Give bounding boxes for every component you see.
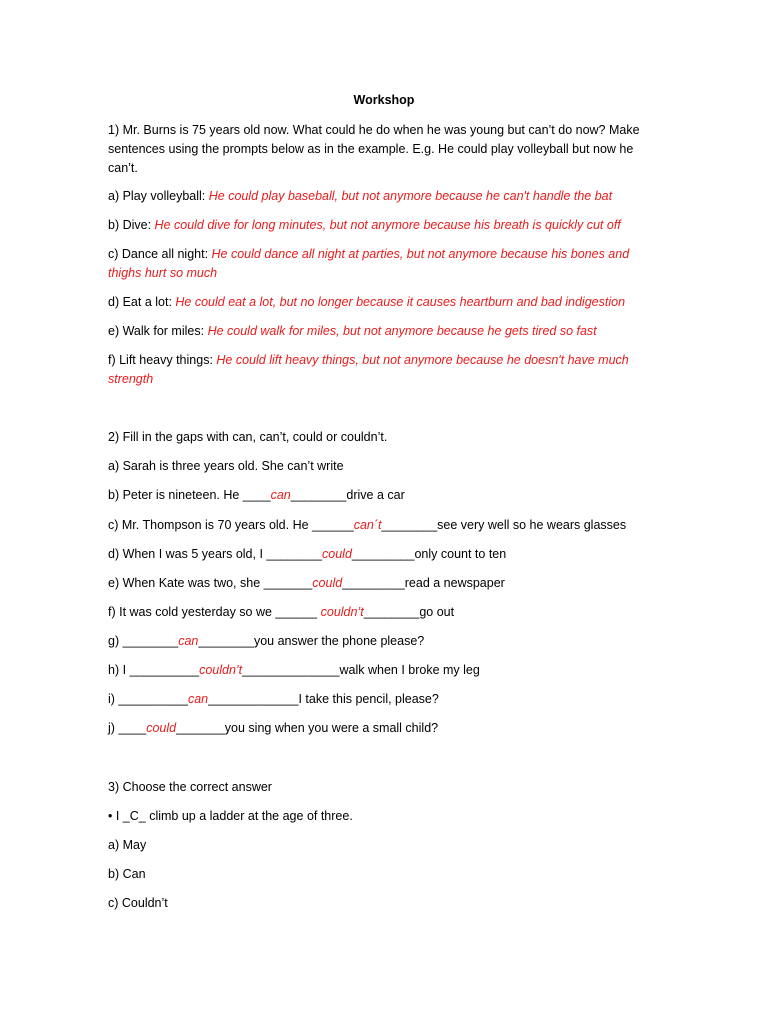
gap-before: g) ________ [108,634,179,648]
gap-answer: couldn’t [320,605,364,619]
gap-answer: can´t [353,518,382,532]
section2-item-h [108,661,648,680]
section2-item-d [108,545,648,564]
gap-before: d) When I was 5 years old, I ________ [108,547,323,561]
section1-item-a [108,187,648,206]
item-answer: He could dive for long minutes, but not anymore because his breath is quickly cut off [154,218,621,232]
section2-item-j [108,719,648,738]
gap-after: _______you sing when you were a small child? [176,721,439,735]
gap-answer: can [270,488,291,502]
section2-instruction: 2) Fill in the gaps with can, can’t, could or couldn’t. [108,430,388,444]
gap-before: i) __________ [108,692,188,706]
option-c: c) Couldn’t [108,896,168,910]
section2-item-e [108,574,648,593]
section1-item-e [108,322,648,341]
section3-instruction: 3) Choose the correct answer [108,780,272,794]
page-title: Workshop [353,93,415,107]
section2-item-i [108,690,648,709]
option-a: a) May [108,838,147,852]
gap-answer: couldn’t [199,663,243,677]
gap-answer: could [312,576,343,590]
section2-item-b [108,486,648,505]
gap-after: ________drive a car [290,488,405,502]
section1-item-c [108,245,648,283]
item-prompt: b) Dive: [108,218,155,232]
section2-item-g [108,632,648,651]
gap-after: ______________walk when I broke my leg [242,663,480,677]
section3-question: • I _C_ climb up a ladder at the age of three. [108,809,353,823]
item-prompt: a) Play volleyball: [108,189,209,203]
gap-before: c) Mr. Thompson is 70 years old. He ______ [108,518,354,532]
gap-before: h) I __________ [108,663,200,677]
gap-answer: can [187,692,209,706]
gap-after: ________see very well so he wears glasses [381,518,627,532]
item-answer: He could eat a lot, but no longer because it causes heartburn and bad indigestion [175,295,626,309]
gap-before: f) It was cold yesterday so we ______ [108,605,321,619]
section1-item-f [108,351,648,389]
item-answer: He could dance all night at parties, but not anymore because his bones and thighs hurt so much [108,247,630,280]
section2-item-f [108,603,648,622]
option-b: b) Can [108,867,146,881]
gap-before: b) Peter is nineteen. He ____ [108,488,271,502]
item-prompt: e) Walk for miles: [108,324,208,338]
gap-answer: could [146,721,177,735]
item-prompt: f) Lift heavy things: [108,353,217,367]
section1-item-b [108,216,648,235]
item-prompt: c) Dance all night: [108,247,212,261]
gap-answer: could [322,547,352,561]
section1-instruction: 1) Mr. Burns is 75 years old now. What could he do when he was young but can’t do now? Make sentences using the prompts below as in the example. E.g. He could play volleyball but now he can’t. [108,123,640,175]
gap-after: _________only count to ten [351,547,507,561]
item-answer: He could play baseball, but not anymore because he can't handle the bat [208,189,613,203]
gap-after: ________you answer the phone please? [198,634,425,648]
gap-after: _________read a newspaper [342,576,505,590]
item-prompt: d) Eat a lot: [108,295,176,309]
section2-item-c [108,516,648,535]
section2-item-a [108,457,648,476]
gap-answer: can [178,634,199,648]
item-answer: He could lift heavy things, but not anymore because he doesn't have much strength [108,353,629,386]
item-answer: He could walk for miles, but not anymore because he gets tired so fast [207,324,597,338]
gap-before: j) ____ [108,721,147,735]
gap-after: ________go out [363,605,455,619]
gap-after: _____________I take this pencil, please? [208,692,439,706]
gap-before: e) When Kate was two, she _______ [108,576,313,590]
gap-before: a) Sarah is three years old. She can’t write [108,459,344,473]
section1-item-d [108,293,648,312]
